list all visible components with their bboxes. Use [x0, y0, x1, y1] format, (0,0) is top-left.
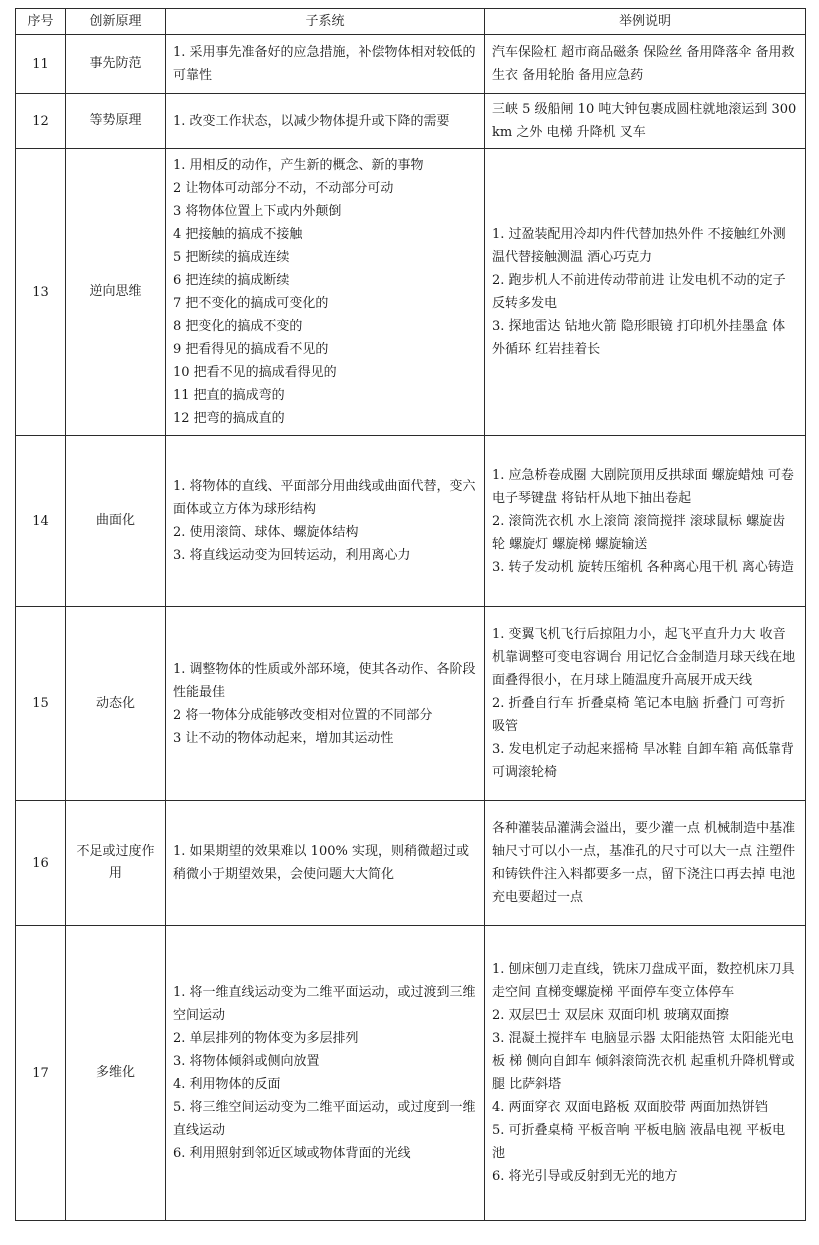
header-subsystem: 子系统 — [166, 9, 485, 35]
subsystem-item: 1. 调整物体的性质或外部环境，使其各动作、各阶段性能最佳 — [173, 661, 476, 700]
row-number: 14 — [16, 436, 66, 607]
subsystem-cell — [166, 94, 485, 149]
row-number: 16 — [16, 801, 66, 926]
example-item: 5. 可折叠桌椅 平板音响 平板电脑 液晶电视 平板电池 — [492, 1123, 786, 1161]
subsystem-item: 3 将物体位置上下或内外颠倒 — [173, 204, 342, 219]
example-item: 1. 应急桥卷成圈 大剧院顶用反拱球面 螺旋蜡烛 可卷电子琴键盘 将钻杆从地下抽出卷起 — [492, 467, 794, 506]
example-item: 2. 跑步机人不前进传动带前进 让发电机不动的定子反转多发电 — [492, 273, 786, 311]
subsystem-item: 3. 将直线运动变为回转运动，利用离心力 — [173, 548, 411, 563]
example-item: 汽车保险杠 超市商品磁条 保险丝 备用降落伞 备用救生衣 备用轮胎 备用应急药 — [492, 45, 795, 83]
subsystem-item: 1. 如果期望的效果难以 100% 实现，则稍微超过或稍微小于期望效果，会使问题大大简化 — [173, 844, 469, 882]
subsystem-cell — [166, 436, 485, 607]
innovation-principles-table — [15, 8, 806, 1221]
subsystem-item: 8 把变化的搞成不变的 — [173, 319, 303, 334]
example-item: 1. 变翼飞机飞行后掠阻力小，起飞平直升力大 收音机靠调整可变电容调台 用记忆合金制造月球天线在地面叠得很小，在月球上随温度升高展开成天线 — [492, 627, 796, 688]
subsystem-cell — [166, 926, 485, 1221]
table-row — [16, 801, 806, 926]
subsystem-cell — [166, 149, 485, 436]
table-row — [16, 607, 806, 801]
subsystem-item: 4 把接触的搞成不接触 — [173, 227, 303, 242]
header-principle: 创新原理 — [66, 9, 166, 35]
subsystem-item: 1. 将一维直线运动变为二维平面运动，或过渡到三维空间运动 — [173, 985, 476, 1023]
subsystem-item: 1. 用相反的动作，产生新的概念、新的事物 — [173, 158, 424, 173]
principle-name: 不足或过度作用 — [66, 801, 166, 926]
table-row — [16, 94, 806, 149]
table-row — [16, 35, 806, 94]
subsystem-item: 1. 将物体的直线、平面部分用曲线或曲面代替，变六面体或立方体为球形结构 — [173, 479, 476, 517]
example-item: 3. 转子发动机 旋转压缩机 各种离心甩干机 离心铸造 — [492, 559, 794, 575]
principle-name: 逆向思维 — [66, 149, 166, 436]
row-number: 15 — [16, 607, 66, 801]
header-examples: 举例说明 — [485, 9, 806, 35]
example-item: 4. 两面穿衣 双面电路板 双面胶带 两面加热饼铛 — [492, 1100, 768, 1115]
row-number: 13 — [16, 149, 66, 436]
row-number: 11 — [16, 35, 66, 94]
table-row — [16, 149, 806, 436]
subsystem-item: 2 将一物体分成能够改变相对位置的不同部分 — [173, 707, 433, 723]
subsystem-item: 5. 将三维空间运动变为二维平面运动，或过度到一维直线运动 — [173, 1100, 476, 1138]
subsystem-cell — [166, 801, 485, 926]
example-item: 三峡 5 级船闸 10 吨大钟包裹成圆柱就地滚运到 300km 之外 电梯 升降机 叉车 — [492, 102, 797, 140]
example-item: 3. 混凝土搅拌车 电脑显示器 太阳能热管 太阳能光电板 梯 侧向自卸车 倾斜滚筒洗衣机 起重机升降机臂或腿 比萨斜塔 — [492, 1031, 795, 1092]
principle-name: 事先防范 — [66, 35, 166, 94]
subsystem-item: 1. 采用事先准备好的应急措施，补偿物体相对较低的可靠性 — [173, 45, 476, 83]
example-item: 3. 发电机定子动起来摇椅 旱冰鞋 自卸车箱 高低靠背可调滚轮椅 — [492, 742, 794, 780]
subsystem-item: 1. 改变工作状态，以减少物体提升或下降的需要 — [173, 113, 450, 129]
examples-cell — [485, 94, 806, 149]
table-row — [16, 926, 806, 1221]
examples-cell — [485, 35, 806, 94]
subsystem-item: 6. 利用照射到邻近区域或物体背面的光线 — [173, 1146, 411, 1161]
subsystem-item: 2 让物体可动部分不动，不动部分可动 — [173, 181, 394, 196]
row-number: 12 — [16, 94, 66, 149]
examples-cell — [485, 926, 806, 1221]
principle-name: 动态化 — [66, 607, 166, 801]
example-item: 1. 刨床刨刀走直线，铣床刀盘成平面，数控机床刀具走空间 直梯变螺旋梯 平面停车变立体停车 — [492, 962, 795, 1000]
subsystem-item: 6 把连续的搞成断续 — [173, 273, 290, 288]
subsystem-item: 10 把看不见的搞成看得见的 — [173, 365, 337, 380]
principle-name: 曲面化 — [66, 436, 166, 607]
example-item: 2. 折叠自行车 折叠桌椅 笔记本电脑 折叠门 可弯折吸管 — [492, 696, 786, 734]
examples-cell — [485, 436, 806, 607]
subsystem-item: 12 把弯的搞成直的 — [173, 411, 285, 426]
subsystem-item: 4. 利用物体的反面 — [173, 1077, 281, 1092]
subsystem-cell — [166, 35, 485, 94]
principle-name: 多维化 — [66, 926, 166, 1221]
examples-cell — [485, 149, 806, 436]
subsystem-item: 2. 单层排列的物体变为多层排列 — [173, 1031, 359, 1046]
table-row — [16, 436, 806, 607]
subsystem-item: 3 让不动的物体动起来，增加其运动性 — [173, 730, 394, 746]
subsystem-item: 3. 将物体倾斜或侧向放置 — [173, 1054, 320, 1069]
principle-name: 等势原理 — [66, 94, 166, 149]
examples-cell — [485, 607, 806, 801]
example-item: 3. 探地雷达 钻地火箭 隐形眼镜 打印机外挂墨盒 体外循环 红岩挂着长 — [492, 319, 786, 357]
subsystem-item: 2. 使用滚筒、球体、螺旋体结构 — [173, 525, 359, 540]
example-item: 2. 双层巴士 双层床 双面印机 玻璃双面擦 — [492, 1008, 729, 1023]
row-number: 17 — [16, 926, 66, 1221]
example-item: 2. 滚筒洗衣机 水上滚筒 滚筒搅拌 滚球鼠标 螺旋齿轮 螺旋灯 螺旋梯 螺旋输送 — [492, 513, 786, 552]
examples-cell — [485, 801, 806, 926]
subsystem-item: 11 把直的搞成弯的 — [173, 388, 285, 403]
table-header-row — [16, 9, 806, 35]
subsystem-cell — [166, 607, 485, 801]
example-item: 6. 将光引导或反射到无光的地方 — [492, 1169, 678, 1184]
example-item: 1. 过盈装配用冷却内件代替加热外件 不接触红外测温代替接触测温 酒心巧克力 — [492, 227, 786, 265]
subsystem-item: 9 把看得见的搞成看不见的 — [173, 342, 329, 357]
header-num: 序号 — [16, 9, 66, 35]
subsystem-item: 5 把断续的搞成连续 — [173, 250, 290, 265]
example-item: 各种灌装品灌满会溢出，要少灌一点 机械制造中基准轴尺寸可以小一点，基准孔的尺寸可以大一点 注塑件和铸铁件注入料都要多一点，留下浇注口再去掉 电池充电要超过一点 — [492, 821, 796, 905]
subsystem-item: 7 把不变化的搞成可变化的 — [173, 296, 329, 311]
